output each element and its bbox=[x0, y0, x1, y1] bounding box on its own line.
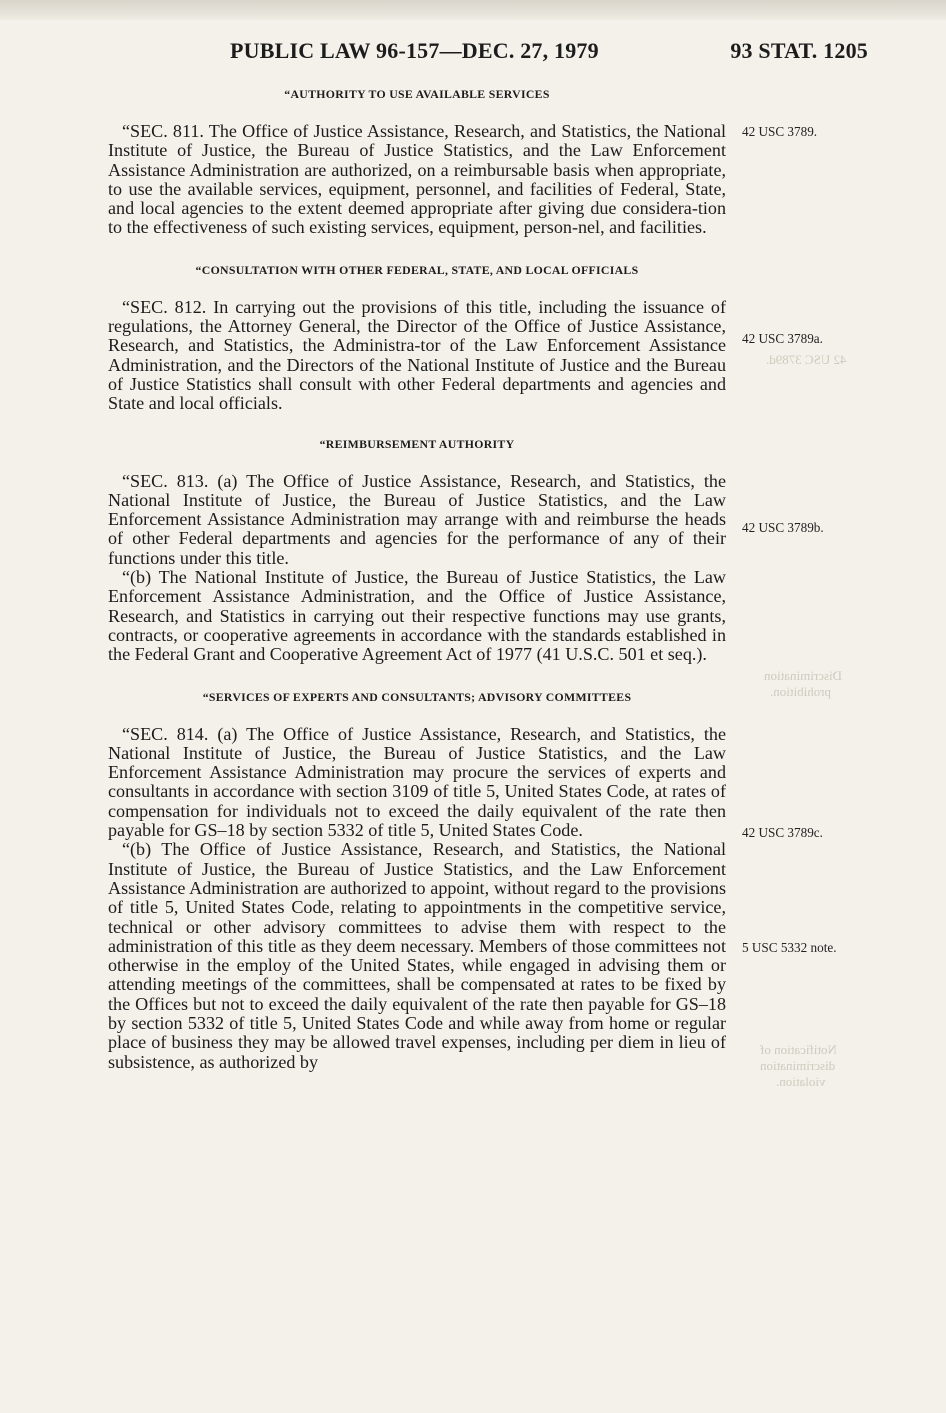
side-citation: 42 USC 3789. bbox=[742, 124, 818, 139]
section-paragraph: “SEC. 814. (a) The Office of Justice Assistance, Research, and Statistics, the National Institute of Justice, the Bureau of Justice Statistics, and the Law Enforcement Assistance Administration may procure the services of experts and consultants in accordance with section 3109 of title 5, United States Code, at rates of compensation for individuals not to exceed the daily equivalent of the rate then payable for GS–18 by section 5332 of title 5, United States Code. bbox=[108, 723, 726, 841]
section-paragraph: “(b) The National Institute of Justice, the Bureau of Justice Statistics, the Law Enforcement Assistance Administration, and the Office of Justice Assistance, Research, and Statistics in carrying out their respective functions may use grants, contracts, or cooperative agreements in accordance with the standards established in the Federal Grant and Cooperative Agreement Act of 1977 (41 U.S.C. 501 et seq.). bbox=[108, 567, 726, 665]
statute-body bbox=[108, 86, 726, 1072]
section-heading: “CONSULTATION WITH OTHER FEDERAL, STATE, AND LOCAL OFFICIALS bbox=[195, 262, 639, 277]
scan-top-edge bbox=[0, 0, 946, 20]
side-citation: 42 USC 3789b. bbox=[742, 520, 824, 535]
bleed-through-note: Notification of bbox=[760, 1042, 837, 1057]
section-heading: “AUTHORITY TO USE AVAILABLE SERVICES bbox=[284, 87, 550, 101]
bleed-through-note: violation. bbox=[776, 1074, 826, 1089]
side-citation: 42 USC 3789a. bbox=[742, 331, 823, 346]
bleed-through-note: discrimination bbox=[760, 1058, 836, 1073]
bleed-through-note: Discrimination bbox=[764, 668, 842, 683]
statute-page-number: 93 STAT. 1205 bbox=[730, 38, 868, 63]
public-law-heading: PUBLIC LAW 96-157—DEC. 27, 1979 bbox=[230, 38, 599, 63]
bleed-through-note: prohibition. bbox=[770, 684, 832, 699]
side-citation: 5 USC 5332 note. bbox=[742, 940, 837, 955]
section-paragraph: “SEC. 811. The Office of Justice Assistance, Research, and Statistics, the National Institute of Justice, the Bureau of Justice Statistics, and the Law Enforcement Assistance Administration are authorized, on a reimbursable basis when appropriate, to use the available services, equipment, personnel, and facilities of Federal, State, and local agencies to the extent deemed appropriate after giving due considera-tion to the effectiveness of such existing services, equipment, person-nel, and facilities. bbox=[108, 121, 726, 238]
side-citation: 42 USC 3789c. bbox=[742, 825, 823, 840]
section-heading: “SERVICES OF EXPERTS AND CONSULTANTS; ADVISORY COMMITTEES bbox=[202, 689, 632, 704]
section-paragraph: “SEC. 813. (a) The Office of Justice Assistance, Research, and Statistics, the National Institute of Justice, the Bureau of Justice Statistics, and the Law Enforcement Assistance Administration may arrange with and reimburse the heads of other Federal departments and agencies for the performance of any of their functions under this title. bbox=[108, 470, 726, 568]
bleed-through-note: 42 USC 3789d. bbox=[766, 352, 847, 367]
section-paragraph: “SEC. 812. In carrying out the provisions of this title, including the issuance of regulations, the Attorney General, the Director of the Office of Justice Assistance, Research, and Statistics, the Administra-tor of the Law Enforcement Assistance Administration, and the Directors of the National Institute of Justice and the Bureau of Justice Statistics shall consult with other Federal departments and agencies and State and local officials. bbox=[108, 296, 726, 414]
section-paragraph: “(b) The Office of Justice Assistance, Research, and Statistics, the National Institute of Justice, the Bureau of Justice Statistics, and the Law Enforcement Assistance Administration are authorized to appoint, without regard to the provisions of title 5, United States Code, relating to appointments in the competitive service, technical or other advisory committees to advise them with respect to the administration of this title as they deem necessary. Members of those committees not otherwise in the employ of the United States, while engaged in advising them or attending meetings of the committees, shall be compensated at rates to be fixed by the Offices but not to exceed the daily equivalent of the rate then payable for GS–18 by section 5332 of title 5, United States Code and while away from home or regular place of business they may be allowed travel expenses, including per diem in lieu of subsistence, as authorized by bbox=[108, 839, 726, 1072]
section-heading: “REIMBURSEMENT AUTHORITY bbox=[319, 436, 515, 451]
